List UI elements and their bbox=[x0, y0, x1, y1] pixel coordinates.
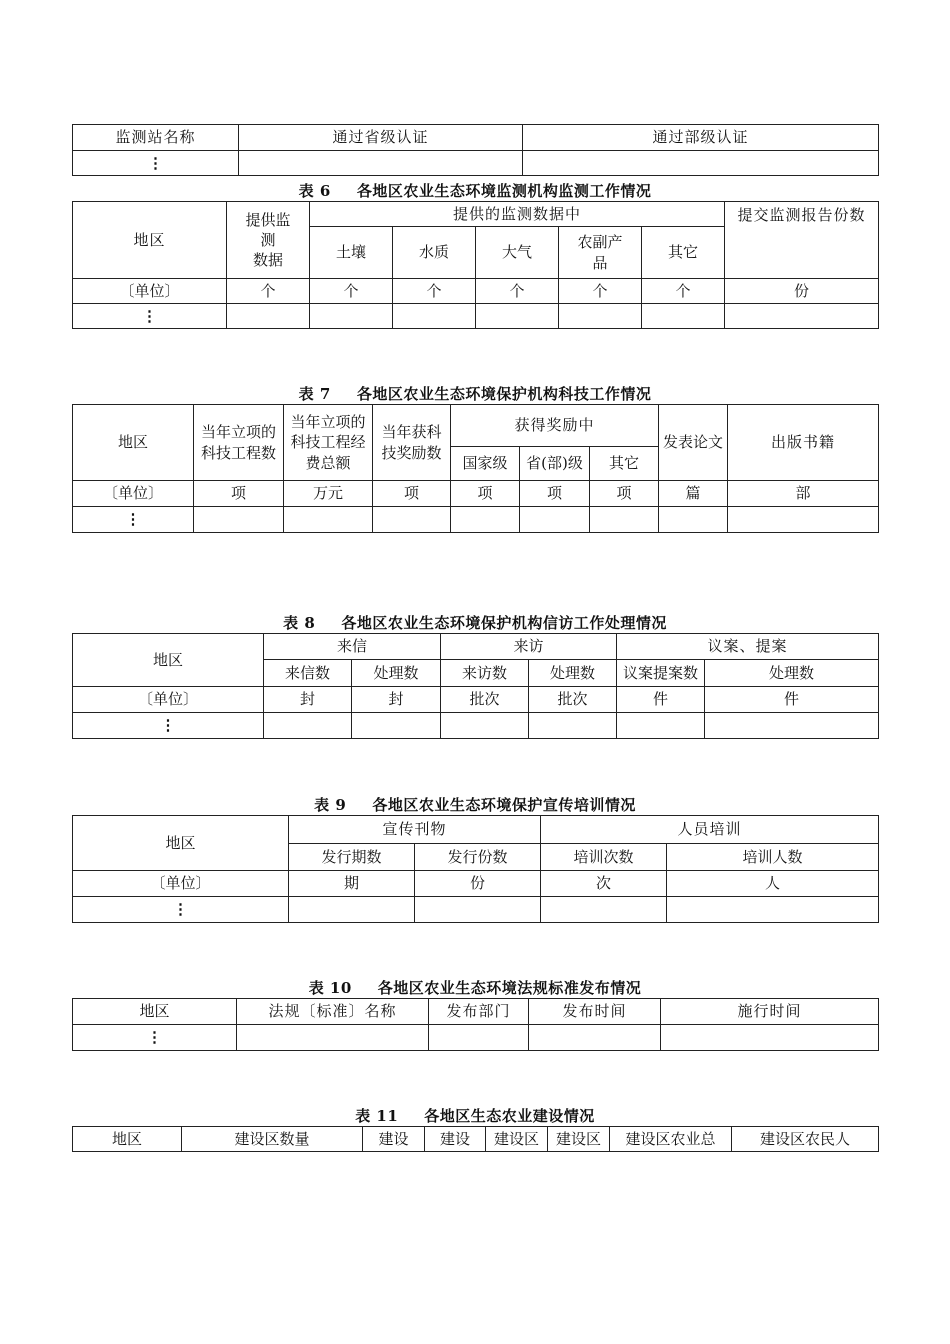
header-zone-count: 建设区数量 bbox=[182, 1127, 363, 1152]
table7-caption bbox=[0, 383, 950, 404]
header-zone-farmer: 建设区农民人 bbox=[732, 1127, 879, 1152]
unit-cell: 个 bbox=[393, 279, 476, 304]
header-soil: 土壤 bbox=[310, 227, 393, 279]
table10-caption bbox=[0, 977, 950, 998]
empty-cell bbox=[728, 507, 879, 533]
header-publicity: 宣传刊物 bbox=[289, 816, 541, 844]
station-table bbox=[72, 124, 879, 176]
unit-cell: 项 bbox=[590, 481, 659, 507]
header-provided-group: 提供的监测数据中 bbox=[310, 202, 725, 227]
unit-cell: 件 bbox=[705, 687, 879, 713]
table6-number: 表 6 bbox=[298, 182, 331, 200]
monitoring-table bbox=[72, 201, 879, 329]
continuation-marker bbox=[73, 507, 194, 533]
empty-cell bbox=[559, 304, 642, 329]
header-people: 培训人数 bbox=[667, 844, 879, 871]
unit-cell: 个 bbox=[476, 279, 559, 304]
unit-cell: 个 bbox=[310, 279, 393, 304]
empty-cell bbox=[237, 1025, 429, 1051]
empty-cell bbox=[476, 304, 559, 329]
empty-cell bbox=[284, 507, 373, 533]
table11-number: 表 11 bbox=[355, 1107, 399, 1125]
empty-cell bbox=[541, 897, 667, 923]
unit-cell: 项 bbox=[194, 481, 284, 507]
continuation-marker bbox=[73, 713, 264, 739]
header-region: 地区 bbox=[73, 999, 237, 1025]
unit-cell: 个 bbox=[227, 279, 310, 304]
continuation-marker bbox=[73, 151, 239, 176]
continuation-marker bbox=[73, 1025, 237, 1051]
header-visit-count: 来访数 bbox=[441, 660, 529, 687]
header-build-1: 建设 bbox=[363, 1127, 425, 1152]
header-effective-date: 施行时间 bbox=[661, 999, 879, 1025]
empty-cell bbox=[523, 151, 879, 176]
empty-cell bbox=[725, 304, 879, 329]
header-other: 其它 bbox=[590, 447, 659, 481]
header-ministry-cert: 通过部级认证 bbox=[523, 125, 879, 151]
empty-cell bbox=[352, 713, 441, 739]
table6-caption bbox=[0, 180, 950, 201]
header-national: 国家级 bbox=[451, 447, 520, 481]
header-letters-handled: 处理数 bbox=[352, 660, 441, 687]
unit-cell: 个 bbox=[559, 279, 642, 304]
header-provided-data: 提供监 测 数据 bbox=[227, 202, 310, 279]
header-region: 地区 bbox=[73, 634, 264, 687]
empty-cell bbox=[227, 304, 310, 329]
header-air: 大气 bbox=[476, 227, 559, 279]
header-proposals-handled: 处理数 bbox=[705, 660, 879, 687]
regulation-table bbox=[72, 998, 879, 1051]
empty-cell bbox=[590, 507, 659, 533]
header-agri-products: 农副产 品 bbox=[559, 227, 642, 279]
header-station-name: 监测站名称 bbox=[73, 125, 239, 151]
header-other: 其它 bbox=[642, 227, 725, 279]
unit-label: 〔单位〕 bbox=[73, 871, 289, 897]
header-reports: 提交监测报告份数 bbox=[725, 202, 879, 279]
table8-title: 各地区农业生态环境保护机构信访工作处理情况 bbox=[341, 614, 667, 632]
unit-cell: 人 bbox=[667, 871, 879, 897]
unit-cell: 批次 bbox=[441, 687, 529, 713]
table8-caption bbox=[0, 612, 950, 633]
unit-cell: 项 bbox=[520, 481, 590, 507]
empty-cell bbox=[373, 507, 451, 533]
table7-number: 表 7 bbox=[298, 385, 331, 403]
header-regulation-name: 法规〔标准〕名称 bbox=[237, 999, 429, 1025]
unit-cell: 封 bbox=[352, 687, 441, 713]
table11-caption bbox=[0, 1105, 950, 1126]
table10-title: 各地区农业生态环境法规标准发布情况 bbox=[377, 979, 642, 997]
unit-label: 〔单位〕 bbox=[73, 279, 227, 304]
header-awards: 当年获科 技奖励数 bbox=[373, 405, 451, 481]
header-provincial-cert: 通过省级认证 bbox=[239, 125, 523, 151]
header-training: 人员培训 bbox=[541, 816, 879, 844]
empty-cell bbox=[642, 304, 725, 329]
header-issues: 发行期数 bbox=[289, 844, 415, 871]
unit-cell: 封 bbox=[264, 687, 352, 713]
empty-cell bbox=[451, 507, 520, 533]
header-proposal-count: 议案提案数 bbox=[617, 660, 705, 687]
empty-cell bbox=[415, 897, 541, 923]
unit-cell: 份 bbox=[415, 871, 541, 897]
header-region: 地区 bbox=[73, 816, 289, 871]
unit-cell: 个 bbox=[642, 279, 725, 304]
empty-cell bbox=[617, 713, 705, 739]
unit-cell: 期 bbox=[289, 871, 415, 897]
unit-cell: 份 bbox=[725, 279, 879, 304]
header-letters: 来信 bbox=[264, 634, 441, 660]
unit-cell: 项 bbox=[451, 481, 520, 507]
empty-cell bbox=[429, 1025, 529, 1051]
empty-cell bbox=[661, 1025, 879, 1051]
table9-caption bbox=[0, 794, 950, 815]
empty-cell bbox=[441, 713, 529, 739]
empty-cell bbox=[667, 897, 879, 923]
unit-label: 〔单位〕 bbox=[73, 481, 194, 507]
header-water: 水质 bbox=[393, 227, 476, 279]
unit-cell: 项 bbox=[373, 481, 451, 507]
table9-title: 各地区农业生态环境保护宣传培训情况 bbox=[372, 796, 636, 814]
eco-agriculture-table bbox=[72, 1126, 879, 1152]
header-letter-count: 来信数 bbox=[264, 660, 352, 687]
science-table bbox=[72, 404, 879, 533]
header-region: 地区 bbox=[73, 405, 194, 481]
continuation-marker bbox=[73, 897, 289, 923]
unit-label: 〔单位〕 bbox=[73, 687, 264, 713]
unit-cell: 篇 bbox=[659, 481, 728, 507]
empty-cell bbox=[520, 507, 590, 533]
header-issuing-dept: 发布部门 bbox=[429, 999, 529, 1025]
header-proposals: 议案、提案 bbox=[617, 634, 879, 660]
unit-cell: 件 bbox=[617, 687, 705, 713]
header-zone-agri-total: 建设区农业总 bbox=[610, 1127, 732, 1152]
header-provincial: 省(部)级 bbox=[520, 447, 590, 481]
table8-number: 表 8 bbox=[283, 614, 316, 632]
table9-number: 表 9 bbox=[314, 796, 347, 814]
petition-table bbox=[72, 633, 879, 739]
unit-cell: 万元 bbox=[284, 481, 373, 507]
header-award-group: 获得奖励中 bbox=[451, 405, 659, 447]
unit-cell: 部 bbox=[728, 481, 879, 507]
header-copies: 发行份数 bbox=[415, 844, 541, 871]
empty-cell bbox=[529, 1025, 661, 1051]
header-zone-3: 建设区 bbox=[486, 1127, 548, 1152]
header-projects: 当年立项的 科技工程数 bbox=[194, 405, 284, 481]
empty-cell bbox=[194, 507, 284, 533]
empty-cell bbox=[310, 304, 393, 329]
header-books: 出版书籍 bbox=[728, 405, 879, 481]
header-funds: 当年立项的 科技工程经 费总额 bbox=[284, 405, 373, 481]
unit-cell: 批次 bbox=[529, 687, 617, 713]
table6-title: 各地区农业生态环境监测机构监测工作情况 bbox=[356, 182, 652, 200]
empty-cell bbox=[393, 304, 476, 329]
table11-title: 各地区生态农业建设情况 bbox=[424, 1107, 595, 1125]
header-sessions: 培训次数 bbox=[541, 844, 667, 871]
empty-cell bbox=[705, 713, 879, 739]
empty-cell bbox=[529, 713, 617, 739]
empty-cell bbox=[659, 507, 728, 533]
header-region: 地区 bbox=[73, 202, 227, 279]
publicity-table bbox=[72, 815, 879, 923]
empty-cell bbox=[239, 151, 523, 176]
header-build-2: 建设 bbox=[425, 1127, 486, 1152]
unit-cell: 次 bbox=[541, 871, 667, 897]
header-visits: 来访 bbox=[441, 634, 617, 660]
table7-title: 各地区农业生态环境保护机构科技工作情况 bbox=[356, 385, 652, 403]
table10-number: 表 10 bbox=[308, 979, 352, 997]
continuation-marker bbox=[73, 304, 227, 329]
header-papers: 发表论文 bbox=[659, 405, 728, 481]
header-visits-handled: 处理数 bbox=[529, 660, 617, 687]
header-zone-4: 建设区 bbox=[548, 1127, 610, 1152]
empty-cell bbox=[289, 897, 415, 923]
header-issue-date: 发布时间 bbox=[529, 999, 661, 1025]
empty-cell bbox=[264, 713, 352, 739]
header-region: 地区 bbox=[73, 1127, 182, 1152]
